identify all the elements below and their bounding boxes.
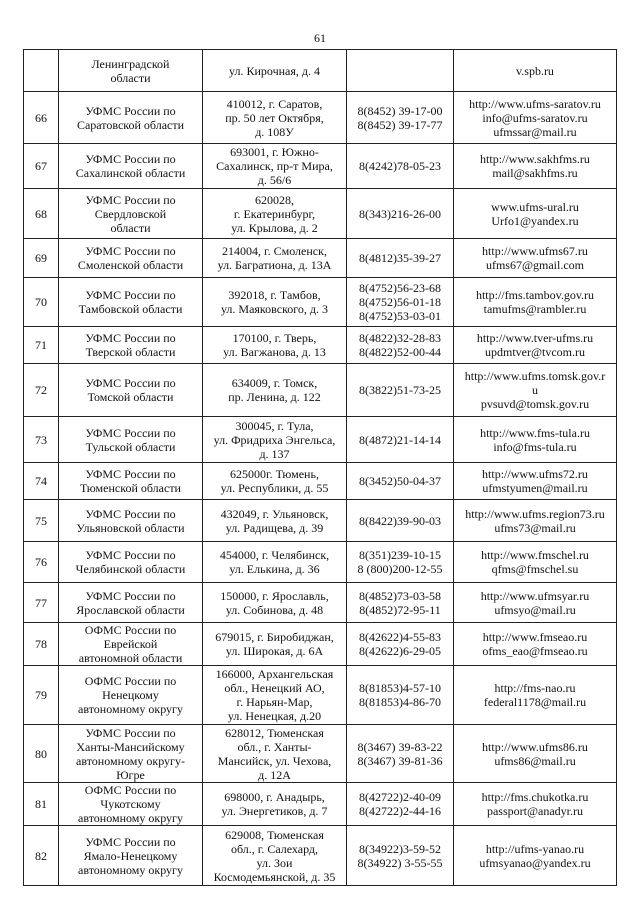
- agency-name-line: УФМС России по: [85, 244, 176, 258]
- phones-cell: [347, 327, 454, 364]
- table-row: [24, 500, 617, 542]
- address-cell: [203, 364, 347, 417]
- phones-line: 8(4242)78-05-23: [359, 159, 441, 173]
- agency-name-cell: [59, 278, 203, 327]
- agency-name-line: Сахалинской области: [75, 166, 186, 180]
- row-number-cell: 67: [24, 144, 59, 189]
- address-line: г. Нарьян-Мар,: [236, 695, 313, 709]
- web-email-cell: [454, 826, 617, 886]
- web-email-line: passport@anadyr.ru: [486, 804, 584, 818]
- agency-name-cell: [59, 189, 203, 239]
- table-row: [24, 542, 617, 583]
- address-line: д. 12А: [258, 767, 291, 782]
- address-cell: [203, 725, 347, 783]
- agency-name-cell: [59, 542, 203, 583]
- address-cell: [203, 327, 347, 364]
- address-line: д. 56/6: [257, 173, 292, 187]
- address-cell: [203, 542, 347, 583]
- address-line: ул. Широкая, д. 6А: [225, 644, 324, 658]
- phones-line: 8(81853)4-86-70: [359, 695, 441, 709]
- table-row: [24, 144, 617, 189]
- agency-name-line: Челябинской области: [75, 562, 186, 576]
- phones-line: 8(4852)72-95-11: [359, 602, 441, 617]
- address-cell: [203, 623, 347, 666]
- phones-line: 8(4872)21-14-14: [359, 432, 441, 447]
- web-email-cell: [454, 783, 617, 826]
- agency-name-line: УФМС России по: [85, 103, 176, 118]
- address-line: ул. Елькина, д. 36: [229, 562, 320, 576]
- web-email-line: http://www.ufms.tomsk.gov.r: [464, 369, 606, 383]
- table-row: [24, 327, 617, 364]
- phones-cell: [347, 364, 454, 417]
- row-number-cell: [24, 50, 59, 92]
- address-line: ул. Энергетиков, д. 7: [221, 804, 328, 818]
- address-cell: [203, 463, 347, 500]
- address-line: 150000, г. Ярославль,: [220, 588, 329, 603]
- phones-cell: [347, 278, 454, 327]
- agency-name-line: УФМС России по: [85, 506, 176, 521]
- address-line: г. Екатеринбург,: [233, 206, 316, 221]
- phones-cell: [347, 623, 454, 666]
- table-row: [24, 417, 617, 463]
- agency-name-line: ОФМС России по: [84, 674, 177, 688]
- agency-name-line: автономной области: [78, 651, 183, 665]
- phones-cell: [347, 783, 454, 826]
- address-line: 698000, г. Анадырь,: [224, 790, 325, 804]
- agency-name-cell: [59, 417, 203, 463]
- agency-name-cell: [59, 725, 203, 783]
- web-email-line: www.ufms-ural.ru: [491, 199, 579, 214]
- web-email-line: http://www.ufms72.ru: [482, 467, 588, 481]
- agency-name-line: автономному округу-: [76, 753, 185, 768]
- web-email-cell: [454, 50, 617, 92]
- web-email-line: ufmsyo@mail.ru: [494, 602, 576, 617]
- table-row: [24, 50, 617, 92]
- address-line: обл., Ненецкий АО,: [224, 681, 325, 695]
- web-email-line: v.spb.ru: [516, 63, 554, 78]
- web-email-cell: [454, 542, 617, 583]
- address-line: 300045, г. Тула,: [235, 418, 314, 433]
- address-line: ул. Радищева, д. 39: [225, 520, 324, 535]
- address-line: 634009, г. Томск,: [231, 376, 318, 390]
- address-line: 170100, г. Тверь,: [232, 331, 317, 345]
- web-email-line: mail@sakhfms.ru: [492, 166, 578, 180]
- phones-cell: [347, 725, 454, 783]
- agency-name-line: Томской области: [87, 390, 174, 404]
- row-number-cell: 75: [24, 500, 59, 542]
- agency-name-line: Тюменской области: [80, 481, 181, 495]
- phones-cell: [347, 239, 454, 278]
- table-body: [24, 50, 617, 886]
- address-cell: [203, 783, 347, 826]
- phones-line: 8(42722)2-40-09: [359, 790, 441, 804]
- table-row: [24, 239, 617, 278]
- agency-name-line: Еврейской: [103, 637, 158, 651]
- agency-name-line: ОФМС России по: [84, 623, 177, 637]
- address-line: 410012, г. Саратов,: [226, 96, 323, 111]
- address-line: пр. 50 лет Октября,: [225, 110, 324, 125]
- table-row: [24, 725, 617, 783]
- address-line: ул. Вагжанова, д. 13: [223, 345, 326, 359]
- web-email-line: http://www.fmschel.ru: [481, 548, 589, 562]
- row-number-cell: 71: [24, 327, 59, 364]
- address-line: 693001, г. Южно-: [230, 145, 319, 159]
- web-email-line: Urfo1@yandex.ru: [491, 213, 579, 228]
- agency-name-cell: [59, 500, 203, 542]
- phones-line: 8(343)216-26-00: [359, 206, 441, 221]
- row-number-cell: 77: [24, 583, 59, 623]
- web-email-cell: [454, 666, 617, 725]
- web-email-line: http://www.ufms.region73.ru: [465, 506, 605, 521]
- web-email-cell: [454, 417, 617, 463]
- agency-name-line: УФМС России по: [85, 467, 176, 481]
- address-line: 629008, Тюменская: [225, 827, 324, 842]
- phones-cell: [347, 50, 454, 92]
- phones-cell: [347, 463, 454, 500]
- phones-line: 8(3467) 39-81-36: [357, 753, 443, 768]
- web-email-line: federal1178@mail.ru: [483, 695, 587, 709]
- phones-line: 8(4752)53-03-01: [359, 309, 441, 323]
- phones-line: 8(42622)4-55-83: [359, 630, 441, 644]
- agency-name-line: Саратовской области: [76, 117, 185, 132]
- table-row: [24, 783, 617, 826]
- agency-name-line: Ханты-Мансийскому: [76, 739, 185, 754]
- agency-name-line: Чукотскому: [100, 797, 161, 811]
- phones-line: 8(34922)3-59-52: [359, 841, 441, 856]
- web-email-line: ofms_eao@fmseao.ru: [482, 644, 588, 658]
- web-email-cell: [454, 725, 617, 783]
- agency-name-line: УФМС России по: [85, 588, 176, 603]
- phones-cell: [347, 666, 454, 725]
- address-line: обл., г. Салехард,: [230, 841, 319, 856]
- phones-cell: [347, 189, 454, 239]
- address-line: ул. Собинова, д. 48: [225, 602, 324, 617]
- web-email-line: ufmstyumen@mail.ru: [482, 481, 588, 495]
- address-line: Космодемьянской, д. 35: [213, 869, 336, 884]
- agency-name-line: УФМС России по: [85, 548, 176, 562]
- address-line: д. 108У: [255, 124, 294, 139]
- web-email-cell: [454, 583, 617, 623]
- address-line: 620028,: [255, 192, 294, 207]
- phones-line: 8 (800)200-12-55: [357, 562, 443, 576]
- agency-name-line: Ямало-Ненецкому: [83, 848, 178, 863]
- web-email-line: http://www.ufmsyar.ru: [480, 588, 590, 603]
- web-email-line: info@ufms-saratov.ru: [482, 110, 588, 125]
- address-line: Мансийск, ул. Чехова,: [217, 753, 332, 768]
- agency-name-cell: [59, 239, 203, 278]
- agency-name-line: Свердловской: [94, 206, 167, 221]
- web-email-line: http://www.tver-ufms.ru: [476, 331, 594, 345]
- phones-cell: [347, 144, 454, 189]
- row-number-cell: 74: [24, 463, 59, 500]
- table-row: [24, 92, 617, 144]
- address-line: пр. Ленина, д. 122: [228, 390, 321, 404]
- table-row: [24, 583, 617, 623]
- web-email-cell: [454, 623, 617, 666]
- web-email-cell: [454, 92, 617, 144]
- address-line: 628012, Тюменская: [225, 725, 324, 740]
- address-line: 679015, г. Биробиджан,: [215, 630, 334, 644]
- address-cell: [203, 500, 347, 542]
- address-line: ул. Маяковского, д. 3: [220, 302, 329, 316]
- phones-cell: [347, 92, 454, 144]
- phones-line: 8(4752)56-01-18: [359, 295, 441, 309]
- agency-name-cell: [59, 666, 203, 725]
- address-cell: [203, 583, 347, 623]
- agency-name-line: УФМС России по: [85, 834, 176, 849]
- address-line: ул. Кирочная, д. 4: [229, 63, 320, 78]
- row-number-cell: 80: [24, 725, 59, 783]
- table-row: [24, 189, 617, 239]
- table-row: [24, 463, 617, 500]
- page-number: 61: [314, 31, 326, 45]
- address-line: 166000, Архангельская: [215, 667, 334, 681]
- address-cell: [203, 189, 347, 239]
- table-row: [24, 278, 617, 327]
- web-email-line: http://ufms-yanao.ru: [485, 841, 585, 856]
- web-email-line: pvsuvd@tomsk.gov.ru: [480, 397, 590, 411]
- phones-line: 8(3467) 39-83-22: [357, 739, 443, 754]
- agency-name-line: УФМС России по: [85, 152, 176, 166]
- address-line: ул. Крылова, д. 2: [231, 220, 318, 235]
- row-number-cell: 78: [24, 623, 59, 666]
- agency-name-line: УФМС России по: [85, 331, 176, 345]
- agency-contacts-table: [23, 49, 617, 886]
- web-email-cell: [454, 278, 617, 327]
- phones-line: 8(8452) 39-17-00: [357, 103, 443, 118]
- address-cell: [203, 144, 347, 189]
- web-email-line: updmtver@tvcom.ru: [484, 345, 586, 359]
- web-email-line: ufms73@mail.ru: [494, 520, 576, 535]
- agency-name-line: области: [110, 220, 151, 235]
- table-row: [24, 623, 617, 666]
- address-line: 214004, г. Смоленск,: [222, 244, 327, 258]
- agency-name-line: Смоленской области: [77, 258, 184, 272]
- web-email-line: http://www.sakhfms.ru: [480, 152, 590, 166]
- phones-line: 8(81853)4-57-10: [359, 681, 441, 695]
- phones-cell: [347, 826, 454, 886]
- web-email-line: ufms67@gmail.com: [485, 258, 585, 272]
- agency-name-line: Ярославской области: [76, 602, 185, 617]
- table-row: [24, 364, 617, 417]
- row-number-cell: 70: [24, 278, 59, 327]
- agency-name-line: Ненецкому: [102, 688, 159, 702]
- agency-name-line: области: [110, 70, 151, 85]
- agency-name-line: УФМС России по: [85, 725, 176, 740]
- web-email-line: http://www.fms-tula.ru: [480, 425, 590, 440]
- address-cell: [203, 50, 347, 92]
- web-email-line: qfms@fmschel.su: [491, 562, 579, 576]
- address-line: 432049, г. Ульяновск,: [220, 506, 329, 521]
- web-email-line: http://fms.tambov.gov.ru: [475, 288, 595, 302]
- phones-cell: [347, 417, 454, 463]
- phones-line: 8(42722)2-44-16: [359, 804, 441, 818]
- agency-name-cell: [59, 463, 203, 500]
- web-email-cell: [454, 327, 617, 364]
- row-number-cell: 68: [24, 189, 59, 239]
- address-cell: [203, 92, 347, 144]
- web-email-line: http://fms.chukotka.ru: [481, 790, 589, 804]
- address-line: ул. Республики, д. 55: [220, 481, 329, 495]
- address-cell: [203, 278, 347, 327]
- agency-name-cell: [59, 826, 203, 886]
- row-number-cell: 82: [24, 826, 59, 886]
- web-email-line: u: [532, 383, 538, 397]
- table-row: [24, 826, 617, 886]
- web-email-cell: [454, 364, 617, 417]
- web-email-line: tamufms@rambler.ru: [483, 302, 587, 316]
- row-number-cell: 81: [24, 783, 59, 826]
- web-email-cell: [454, 239, 617, 278]
- agency-name-line: УФМС России по: [85, 192, 176, 207]
- phones-cell: [347, 542, 454, 583]
- phones-line: 8(8422)39-90-03: [359, 513, 441, 528]
- web-email-cell: [454, 189, 617, 239]
- phones-line: 8(4752)56-23-68: [359, 281, 441, 295]
- agency-name-line: ОФМС России по: [84, 783, 177, 797]
- address-line: 392018, г. Тамбов,: [228, 288, 321, 302]
- address-line: 454000, г. Челябинск,: [219, 548, 330, 562]
- address-cell: [203, 239, 347, 278]
- address-line: ул. Фридриха Энгельса,: [213, 432, 336, 447]
- address-cell: [203, 666, 347, 725]
- web-email-line: http://www.ufms67.ru: [482, 244, 588, 258]
- agency-name-line: автономному округу: [78, 862, 183, 877]
- agency-name-line: Тверской области: [85, 345, 176, 359]
- address-line: ул. Ненецкая, д.20: [227, 709, 322, 723]
- web-email-cell: [454, 144, 617, 189]
- web-email-line: ufmsyanao@yandex.ru: [479, 855, 591, 870]
- web-email-line: http://fms-nao.ru: [494, 681, 576, 695]
- table-row: [24, 666, 617, 725]
- phones-line: 8(4812)35-39-27: [359, 251, 441, 265]
- phones-line: 8(34922) 3-55-55: [357, 855, 443, 870]
- agency-name-cell: [59, 50, 203, 92]
- agency-name-cell: [59, 583, 203, 623]
- phones-line: 8(351)239-10-15: [359, 548, 441, 562]
- web-email-line: http://www.fmseao.ru: [482, 630, 588, 644]
- agency-name-line: автономному округу: [78, 811, 183, 825]
- agency-name-cell: [59, 623, 203, 666]
- web-email-line: ufms86@mail.ru: [494, 753, 576, 768]
- phones-line: 8(4822)52-00-44: [359, 345, 441, 359]
- phones-line: 8(4852)73-03-58: [359, 588, 441, 603]
- row-number-cell: 66: [24, 92, 59, 144]
- agency-name-line: Югре: [116, 767, 145, 782]
- row-number-cell: 76: [24, 542, 59, 583]
- address-line: Сахалинск, пр-т Мира,: [216, 159, 333, 173]
- phones-line: 8(4822)32-28-83: [359, 331, 441, 345]
- agency-name-cell: [59, 92, 203, 144]
- agency-name-cell: [59, 783, 203, 826]
- agency-name-line: Тамбовской области: [78, 302, 183, 316]
- address-cell: [203, 826, 347, 886]
- web-email-line: ufmssar@mail.ru: [493, 124, 577, 139]
- agency-name-cell: [59, 327, 203, 364]
- address-line: обл., г. Ханты-: [237, 739, 312, 754]
- address-cell: [203, 417, 347, 463]
- address-line: ул. Зои: [256, 855, 293, 870]
- agency-name-line: Тульской области: [85, 439, 176, 454]
- agency-name-cell: [59, 144, 203, 189]
- agency-name-line: автономному округу: [78, 702, 183, 716]
- phones-line: 8(3452)50-04-37: [359, 474, 441, 488]
- row-number-cell: 73: [24, 417, 59, 463]
- address-line: ул. Багратиона, д. 13А: [217, 258, 332, 272]
- agency-name-line: УФМС России по: [85, 376, 176, 390]
- web-email-cell: [454, 500, 617, 542]
- web-email-cell: [454, 463, 617, 500]
- phones-line: 8(42622)6-29-05: [359, 644, 441, 658]
- web-email-line: info@fms-tula.ru: [493, 439, 577, 454]
- address-line: 625000г. Тюмень,: [230, 467, 319, 481]
- agency-name-cell: [59, 364, 203, 417]
- phones-line: 8(3822)51-73-25: [359, 383, 441, 397]
- row-number-cell: 79: [24, 666, 59, 725]
- agency-name-line: Ленинградской: [91, 56, 170, 71]
- phones-cell: [347, 583, 454, 623]
- agency-name-line: УФМС России по: [85, 425, 176, 440]
- address-line: д. 137: [259, 446, 290, 461]
- web-email-line: http://www.ufms-saratov.ru: [469, 96, 601, 111]
- row-number-cell: 72: [24, 364, 59, 417]
- row-number-cell: 69: [24, 239, 59, 278]
- agency-name-line: УФМС России по: [85, 288, 176, 302]
- web-email-line: http://www.ufms86.ru: [482, 739, 588, 754]
- phones-cell: [347, 500, 454, 542]
- agency-name-line: Ульяновской области: [76, 520, 185, 535]
- phones-line: 8(8452) 39-17-77: [357, 117, 443, 132]
